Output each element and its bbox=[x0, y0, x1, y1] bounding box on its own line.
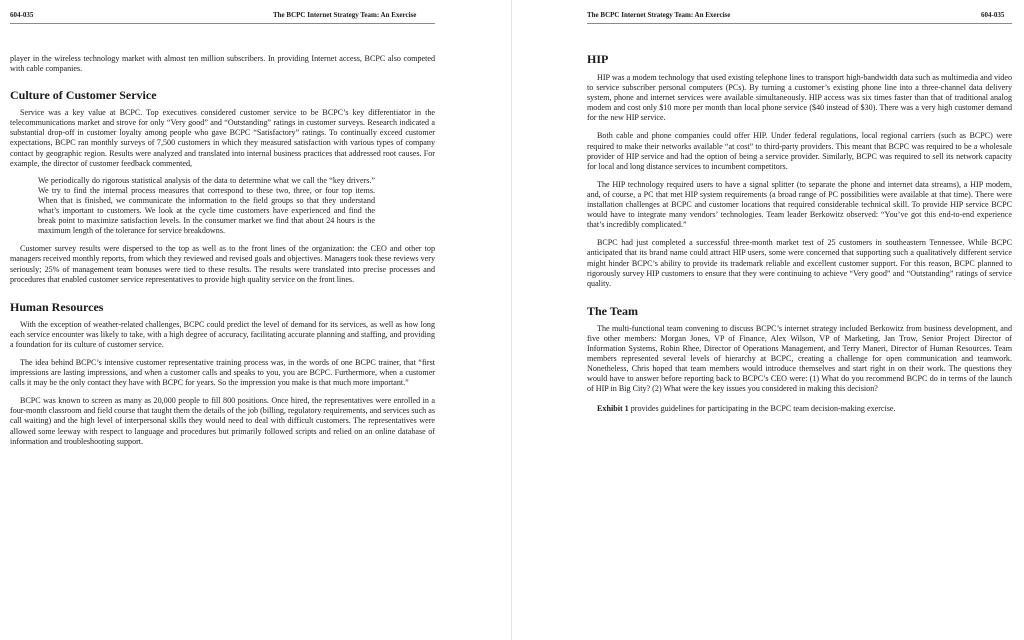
culture-paragraph-1: Service was a key value at BCPC. Top executives considered customer service to be BCPC’s key differentiator in the telecommunications market and strove for only “Very good” and “Outstanding” ratings in customer surveys. Research indicated a substantial drop-off in customer loyalty among people who gave BCPC “Satisfactory” ratings. To continually exceed customer expectations, BCPC ran monthly surveys of 7,500 customers in which they measured satisfaction with various types of company contact by geographic region. Results were analyzed and translated into internal business practices that addressed root causes. For example, the director of customer feedback commented, bbox=[10, 108, 435, 168]
hr-paragraph-2: The idea behind BCPC’s intensive customer representative training process was, in the words of one BCPC trainer, that “first impressions are lasting impressions, and when a customer calls and speaks to you, you are BCPC. Furthermore, when a customer calls it may be the only contact they have with BCPC for years. So the impression you make is that much more important.” bbox=[10, 357, 435, 388]
culture-paragraph-2: Customer survey results were dispersed to the top as well as to the front lines of the organization: the CEO and other top managers received monthly reports, from which they reviewed and revised goals and objectives. Managers took these reviews very seriously; 25% of management team bonuses were tied to these results. The results were translated into precise processes and procedures that enabled customer service representatives to provide high quality service on the front lines. bbox=[10, 244, 435, 284]
culture-quote: We periodically do rigorous statistical analysis of the data to determine what we call the “key drivers.” We try to find the internal process measures that correspond to these two, three, or four top items. When that is finished, we communicate the information to the field groups so that they understand what’s important to customers. We look at the cycle time customers have experienced and find the break point to maximize satisfaction levels. In the consumer market we find that about 24 hours is the maximum length of the tolerance for service breakdowns. bbox=[38, 175, 375, 236]
hip-heading: HIP bbox=[587, 52, 609, 66]
left-header-rule bbox=[10, 23, 435, 24]
left-column bbox=[10, 54, 435, 447]
right-page bbox=[512, 0, 1024, 640]
right-header-number: 604-035 bbox=[981, 11, 1005, 19]
exhibit-paragraph bbox=[587, 404, 1012, 414]
exhibit-text: provides guidelines for participating in the BCPC team decision-making exercise. bbox=[628, 404, 896, 414]
hr-paragraph-1: With the exception of weather-related challenges, BCPC could predict the level of demand for its services, as well as how long each service encounter was likely to take, with a high degree of accuracy, facilitating accurate planning and staffing, and providing a foundation for its culture of customer service. bbox=[10, 319, 435, 349]
left-header-number: 604-035 bbox=[10, 11, 34, 19]
culture-heading: Culture of Customer Service bbox=[10, 88, 157, 103]
right-header-rule bbox=[587, 23, 1012, 24]
hip-paragraph-3: The HIP technology required users to have a signal splitter (to separate the phone and internet data streams), a HIP modem, and, of course, a PC that met HIP system requirements (a broad range of PC possibilities were available at that time). There were installation challenges at BCPC and customer locations that required considerable technical skill. To provide HIP service BCPC would have to integrate many vendors’ technologies. Team leader Berkowitz observed: “You’ve got this end-to-end experience that’s incredibly complicated.” bbox=[587, 179, 1012, 230]
right-column bbox=[587, 52, 1012, 415]
continuation-paragraph: player in the wireless technology market with almost ten million subscribers. In providing Internet access, BCPC also competed with cable companies. bbox=[10, 54, 435, 74]
right-header-title: The BCPC Internet Strategy Team: An Exercise bbox=[587, 11, 731, 19]
hip-paragraph-1: HIP was a modem technology that used existing telephone lines to transport high-bandwidth data such as multimedia and video to service subscriber personal computers (PCs). By turning a customer’s existing phone line into a three-channel data delivery system, phone and internet services were available simultaneously. HIP access was six times faster than that of traditional analog modem and cost only $10 more per month than local phone service ($40 instead of $30). There was a very high customer demand for the new HIP service. bbox=[587, 73, 1012, 123]
team-heading: The Team bbox=[587, 303, 639, 318]
hip-paragraph-2: Both cable and phone companies could offer HIP. Under federal regulations, local regional carriers (such as BCPC) were required to make their networks available “at cost” to third-party providers. This meant that BCPC was required to be a wholesale provider of HIP service and had the option of being a service provider. Similarly, BCPC was required to sell its network capacity for local and long distance services to incumbent competitors. bbox=[587, 131, 1012, 171]
hr-heading: Human Resources bbox=[10, 299, 104, 314]
hr-paragraph-3: BCPC was known to screen as many as 20,000 people to fill 800 positions. Once hired, the representatives were enrolled in a four-month classroom and field course that taught them the details of the job (billing, regulatory requirements, and services such as call waiting) and the high level of interpersonal skills they would need to deal with difficult customers. The representatives were allowed some leeway with respect to language and procedures but primarily followed scripts and relied on an online database of information and troubleshooting support. bbox=[10, 396, 435, 446]
team-paragraph: The multi-functional team convening to discuss BCPC’s internet strategy included Berkowitz from business development, and five other members: Morgan Jones, VP of Finance, Alex Wilson, VP of Marketing, Jan Trow, Senior Project Director of Information Systems, Robin Rhee, Director of Operations Management, and Terry Maneri, Director of Human Resources. Team members represented several levels of hierarchy at BCPC, creating a challenge for open communication and teamwork. Nonetheless, Chris hoped that team members would introduce themselves and start right in on their work. The questions they would have to answer before reporting back to BCPC’s CEO were: (1) What do you recommend BCPC do in terms of the launch of HIP in Big City? (2) What were the key issues you considered in making this decision? bbox=[587, 323, 1012, 394]
hip-paragraph-4: BCPC had just completed a successful three-month market test of 25 customers in southeastern Tennessee. While BCPC anticipated that its brand name could attract HIP users, some were concerned that supporting such a qualitatively different service might hinder BCPC’s ability to provide its trademark reliable and excellent customer support. For this reason, BCPC planned to rigorously survey HIP customers to ensure that they were continuing to achieve “Very good” and “Outstanding” ratings of service quality. bbox=[587, 238, 1012, 288]
exhibit-label: Exhibit 1 bbox=[597, 404, 629, 414]
left-header-title: The BCPC Internet Strategy Team: An Exercise bbox=[273, 11, 417, 19]
